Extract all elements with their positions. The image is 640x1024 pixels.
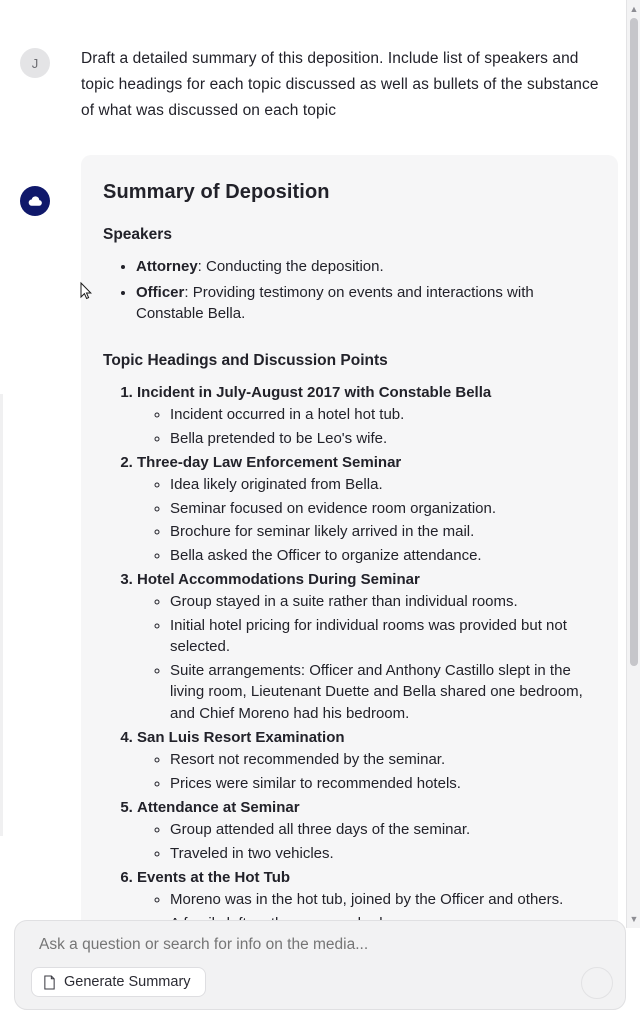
generate-summary-button[interactable] — [31, 967, 206, 997]
topic-points — [137, 591, 594, 724]
list-item — [137, 452, 594, 566]
list-item: ◦ Bella asked the Officer to organize attendance. — [170, 545, 594, 567]
chevron-down-icon[interactable]: ▼ — [629, 914, 639, 924]
list-item: ◦ Idea likely originated from Bella. — [170, 474, 594, 496]
composer — [14, 920, 626, 1010]
topic-title: Three-day Law Enforcement Seminar — [137, 454, 402, 471]
topic-title: Hotel Accommodations During Seminar — [137, 571, 420, 588]
speakers-heading: Speakers — [103, 226, 172, 243]
list-item: ◦ Bella pretended to be Leo's wife. — [170, 428, 594, 450]
speaker-desc: : Conducting the deposition. — [197, 258, 384, 275]
left-edge-strip — [0, 394, 3, 836]
list-item: ◦ Suite arrangements: Officer and Anthony Castillo slept in the living room, Lieutenant Duette and Bella shared one bedroom, and Chief Moreno had his bedroom. — [170, 660, 594, 725]
topic-title: Incident in July-August 2017 with Constable Bella — [137, 384, 492, 401]
list-item: ◦ Resort not recommended by the seminar. — [170, 749, 594, 771]
topic-points — [137, 749, 594, 794]
send-button[interactable] — [581, 967, 613, 999]
list-item — [137, 797, 594, 864]
topic-points — [137, 819, 594, 864]
speaker-desc: : Providing testimony on events and interactions with Constable Bella. — [136, 284, 534, 322]
speakers-list — [103, 256, 594, 324]
list-item: ◦ Moreno was in the hot tub, joined by the Officer and others. — [170, 889, 594, 911]
list-item: ◦ Seminar focused on evidence room organization. — [170, 498, 594, 520]
list-item: ◦ Traveled in two vehicles. — [170, 843, 594, 865]
scrollbar[interactable] — [626, 0, 640, 928]
user-message-text: Draft a detailed summary of this deposition. Include list of speakers and topic headings for each topic discussed as well as bullets of the substance of what was discussed on each topic — [81, 50, 599, 119]
chevron-up-icon[interactable]: ▲ — [629, 4, 639, 14]
list-item: ◦ Group stayed in a suite rather than individual rooms. — [170, 591, 594, 613]
list-item — [136, 282, 594, 324]
list-item: ◦ Incident occurred in a hotel hot tub. — [170, 404, 594, 426]
cloud-icon — [20, 186, 50, 216]
speaker-name: Attorney — [136, 258, 198, 275]
topic-title: San Luis Resort Examination — [137, 729, 345, 746]
document-icon — [43, 975, 56, 990]
topics-list — [103, 382, 594, 979]
topics-heading: Topic Headings and Discussion Points — [103, 352, 388, 369]
topic-title: Attendance at Seminar — [137, 799, 300, 816]
generate-summary-label: Generate Summary — [64, 974, 191, 990]
list-item — [137, 382, 594, 449]
list-item: ◦ Group attended all three days of the seminar. — [170, 819, 594, 841]
list-item: ◦ Brochure for seminar likely arrived in the mail. — [170, 521, 594, 543]
topic-points — [137, 474, 594, 566]
page-title: Summary of Deposition — [103, 181, 330, 203]
topic-points — [137, 404, 594, 449]
list-item: ◦ Prices were similar to recommended hotels. — [170, 773, 594, 795]
summary-card — [81, 155, 618, 1006]
list-item — [137, 727, 594, 794]
scrollbar-thumb[interactable] — [630, 18, 638, 666]
search-input[interactable] — [37, 935, 577, 955]
user-message — [0, 0, 640, 124]
avatar: J — [20, 48, 50, 78]
topic-title: Events at the Hot Tub — [137, 869, 291, 886]
speaker-name: Officer — [136, 284, 185, 301]
list-item — [136, 256, 594, 277]
list-item — [137, 569, 594, 724]
list-item: ◦ Initial hotel pricing for individual rooms was provided but not selected. — [170, 615, 594, 658]
assistant-message — [0, 124, 640, 1006]
